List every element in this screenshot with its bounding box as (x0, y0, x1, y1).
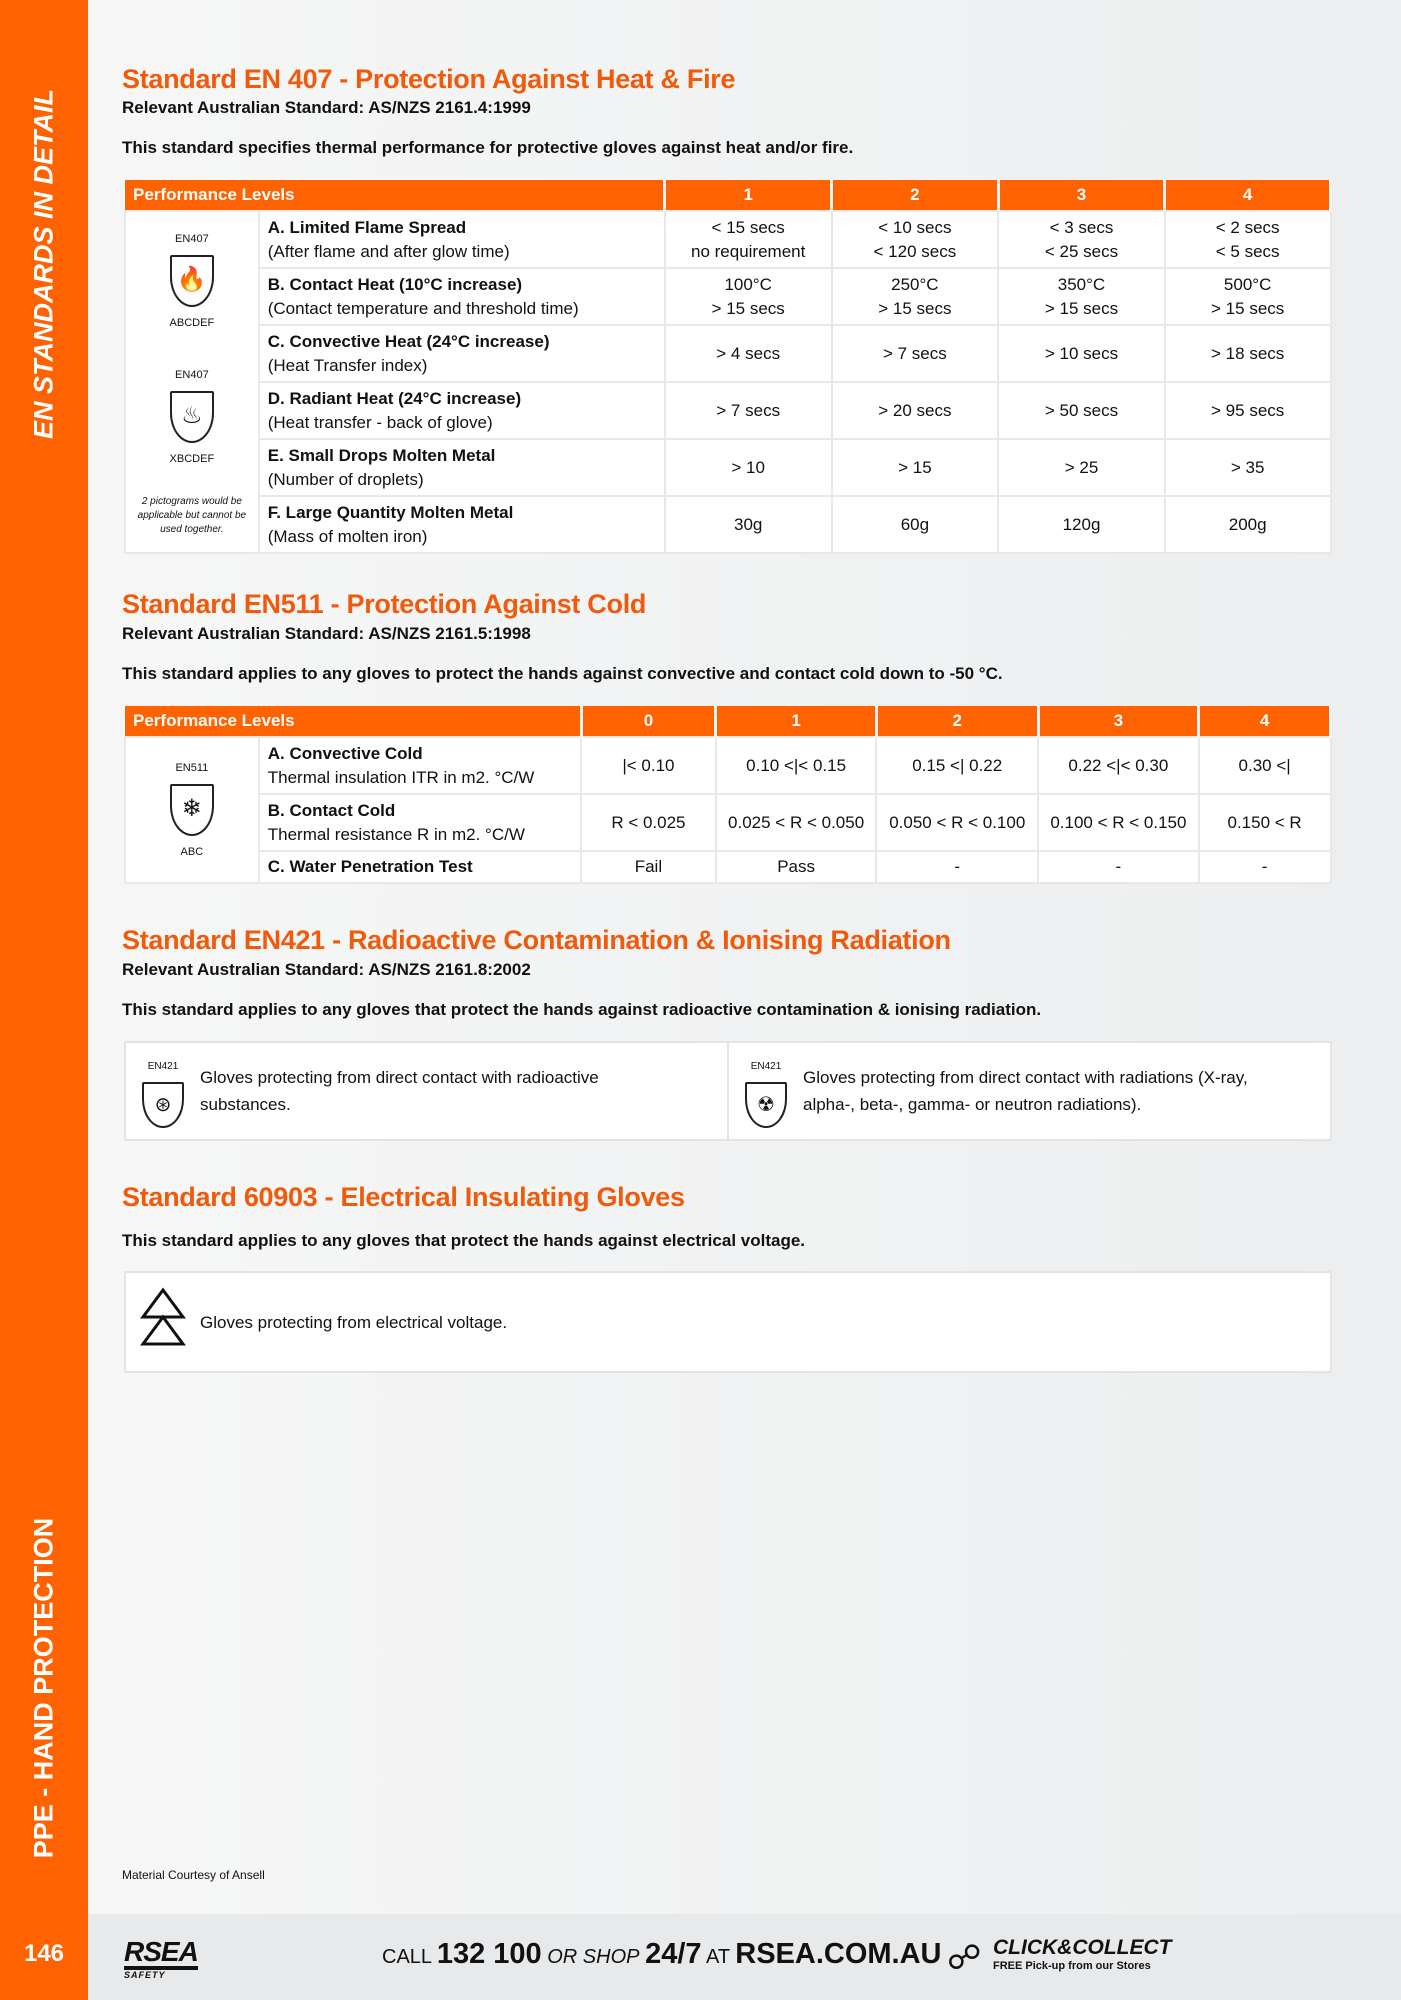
en407-title: Standard EN 407 - Protection Against Heat & Fire (122, 64, 736, 94)
table-header (125, 706, 1331, 737)
en421-item (126, 1043, 727, 1139)
level-value: 0.050 < R < 0.100 (876, 794, 1038, 851)
table-row (125, 794, 1331, 851)
flame-shield-icon: EN407 🔥 ABCDEF (169, 233, 215, 329)
level-value: 60g (832, 496, 999, 553)
level-value: < 2 secs < 5 secs (1165, 211, 1331, 268)
level-value: 350°C > 15 secs (998, 268, 1165, 325)
en407-table (124, 180, 1332, 554)
courtesy-note: Material Courtesy of Ansell (122, 1868, 265, 1882)
row-title: D. Radiant Heat (24°C increase) (267, 388, 522, 408)
s60903-item (126, 1273, 1330, 1371)
en511-description: This standard applies to any gloves to protect the hands against convective and contact cold down to -50 °C. (122, 664, 1003, 683)
row-label (259, 737, 581, 794)
radiation-shield-icon: EN421 ☢ (741, 1053, 791, 1130)
level-value: > 4 secs (665, 325, 832, 382)
row-subtitle: (Number of droplets) (267, 469, 424, 489)
table-row (125, 737, 1331, 794)
level-value: 0.22 <|< 0.30 (1038, 737, 1199, 794)
level-value: 0.025 < R < 0.050 (716, 794, 877, 851)
en421-description: This standard applies to any gloves that protect the hands against radioactive contamination & ionising radiation. (122, 1000, 1042, 1019)
row-subtitle: (Contact temperature and threshold time) (267, 298, 579, 318)
table-row (125, 382, 1331, 439)
level-value: 120g (998, 496, 1165, 553)
section-label: EN STANDARDS IN DETAIL (28, 89, 59, 439)
s60903-title: Standard 60903 - Electrical Insulating Gloves (122, 1182, 685, 1212)
row-title: A. Convective Cold (267, 743, 423, 763)
cold-shield-icon: EN511 ❄ ABC (126, 756, 258, 864)
header-cell: 3 (998, 180, 1165, 211)
row-subtitle: (After flame and after glow time) (267, 241, 510, 261)
level-value: > 7 secs (665, 382, 832, 439)
pictogram-note: 2 pictograms would be applicable but cannot be used together. (137, 496, 247, 535)
row-label (259, 496, 665, 553)
item-text: Gloves protecting from direct contact with radioactive substances. (200, 1068, 599, 1114)
table-row (125, 211, 1331, 268)
en407-description: This standard specifies thermal performance for protective gloves against heat and/or fire. (122, 138, 854, 157)
level-value: 0.15 <| 0.22 (876, 737, 1038, 794)
level-value: 0.30 <| (1199, 737, 1331, 794)
level-value: Pass (716, 851, 877, 883)
row-label (259, 211, 665, 268)
header-cell: Performance Levels (125, 180, 665, 211)
row-subtitle: (Mass of molten iron) (267, 526, 428, 546)
row-title: B. Contact Heat (10°C increase) (267, 274, 523, 294)
en421-item (727, 1043, 1330, 1139)
level-value: 30g (665, 496, 832, 553)
click-collect-icon: ☍ (947, 1939, 982, 1977)
level-value: 0.150 < R (1199, 794, 1331, 851)
en421-title: Standard EN421 - Radioactive Contamination & Ionising Radiation (122, 925, 951, 955)
row-label (259, 439, 665, 496)
level-value: > 7 secs (832, 325, 999, 382)
en421-box (124, 1041, 1332, 1141)
row-subtitle: (Heat transfer - back of glove) (267, 412, 493, 432)
row-label (259, 382, 665, 439)
table-row (125, 268, 1331, 325)
header-cell: 1 (665, 180, 832, 211)
level-value: > 25 (998, 439, 1165, 496)
level-value: - (1199, 851, 1331, 883)
level-value: > 20 secs (832, 382, 999, 439)
header-cell: 2 (876, 706, 1038, 737)
page-number: 146 (23, 1940, 65, 1967)
level-value: - (1038, 851, 1199, 883)
en421-relevant: Relevant Australian Standard: AS/NZS 2161.8:2002 (122, 960, 531, 979)
header-cell: Performance Levels (125, 706, 581, 737)
header-cell: 2 (832, 180, 999, 211)
level-value: > 35 (1165, 439, 1331, 496)
level-value: 0.100 < R < 0.150 (1038, 794, 1199, 851)
en407-relevant: Relevant Australian Standard: AS/NZS 2161.4:1999 (122, 98, 531, 117)
level-value: 500°C > 15 secs (1165, 268, 1331, 325)
level-value: < 10 secs < 120 secs (832, 211, 999, 268)
level-value: - (876, 851, 1038, 883)
row-subtitle: (Heat Transfer index) (267, 355, 428, 375)
header-cell: 3 (1038, 706, 1199, 737)
item-text: Gloves protecting from electrical voltage. (200, 1312, 508, 1332)
level-value: < 15 secs no requirement (665, 211, 832, 268)
row-title: C. Water Penetration Test (267, 857, 473, 876)
row-label (259, 851, 581, 883)
level-value: > 50 secs (998, 382, 1165, 439)
table-header (125, 180, 1331, 211)
heat-shield-icon: EN407 ♨ XBCDEF (169, 369, 215, 465)
click-collect[interactable]: ☍ CLICK&COLLECT FREE Pick-up from our Stores (947, 1936, 1172, 1977)
pictogram-cell (125, 211, 259, 553)
rsea-logo[interactable]: RSEA SAFETY (124, 1936, 198, 1980)
level-value: > 10 secs (998, 325, 1165, 382)
level-value: |< 0.10 (581, 737, 716, 794)
s60903-description: This standard applies to any gloves that protect the hands against electrical voltage. (122, 1231, 806, 1250)
row-subtitle: Thermal insulation ITR in m2. °C/W (267, 767, 535, 787)
table-row (125, 851, 1331, 883)
table-row (125, 325, 1331, 382)
level-value: 100°C > 15 secs (665, 268, 832, 325)
electrical-voltage-icon (138, 1287, 188, 1358)
row-title: F. Large Quantity Molten Metal (267, 502, 514, 522)
row-title: E. Small Drops Molten Metal (267, 445, 496, 465)
level-value: Fail (581, 851, 716, 883)
header-cell: 4 (1165, 180, 1331, 211)
en511-table (124, 706, 1332, 884)
level-value: 250°C > 15 secs (832, 268, 999, 325)
row-label (259, 325, 665, 382)
en511-relevant: Relevant Australian Standard: AS/NZS 2161.5:1998 (122, 624, 531, 643)
level-value: > 15 (832, 439, 999, 496)
level-value: > 10 (665, 439, 832, 496)
pictogram-cell (125, 737, 259, 883)
row-title: B. Contact Cold (267, 800, 396, 820)
level-value: > 18 secs (1165, 325, 1331, 382)
footer (88, 1914, 1401, 2000)
table-row (125, 496, 1331, 553)
table-row (125, 439, 1331, 496)
contamination-shield-icon: EN421 ⊛ (138, 1053, 188, 1130)
s60903-box (124, 1271, 1332, 1373)
sidebar (0, 0, 88, 2000)
item-text: Gloves protecting from direct contact with radiations (X-ray, alpha-, beta-, gamma- or neutron radiations). (803, 1068, 1248, 1114)
header-cell: 0 (581, 706, 716, 737)
row-title: C. Convective Heat (24°C increase) (267, 331, 550, 351)
en511-title: Standard EN511 - Protection Against Cold (122, 589, 647, 619)
level-value: < 3 secs < 25 secs (998, 211, 1165, 268)
row-label (259, 268, 665, 325)
category-label: PPE - HAND PROTECTION (28, 1517, 59, 1859)
contact-banner[interactable]: CALL 132 100 OR SHOP 24/7 AT RSEA.COM.AU (382, 1938, 942, 1970)
row-title: A. Limited Flame Spread (267, 217, 467, 237)
header-cell: 4 (1199, 706, 1331, 737)
level-value: R < 0.025 (581, 794, 716, 851)
level-value: > 95 secs (1165, 382, 1331, 439)
level-value: 200g (1165, 496, 1331, 553)
row-subtitle: Thermal resistance R in m2. °C/W (267, 824, 525, 844)
row-label (259, 794, 581, 851)
header-cell: 1 (716, 706, 877, 737)
level-value: 0.10 <|< 0.15 (716, 737, 877, 794)
